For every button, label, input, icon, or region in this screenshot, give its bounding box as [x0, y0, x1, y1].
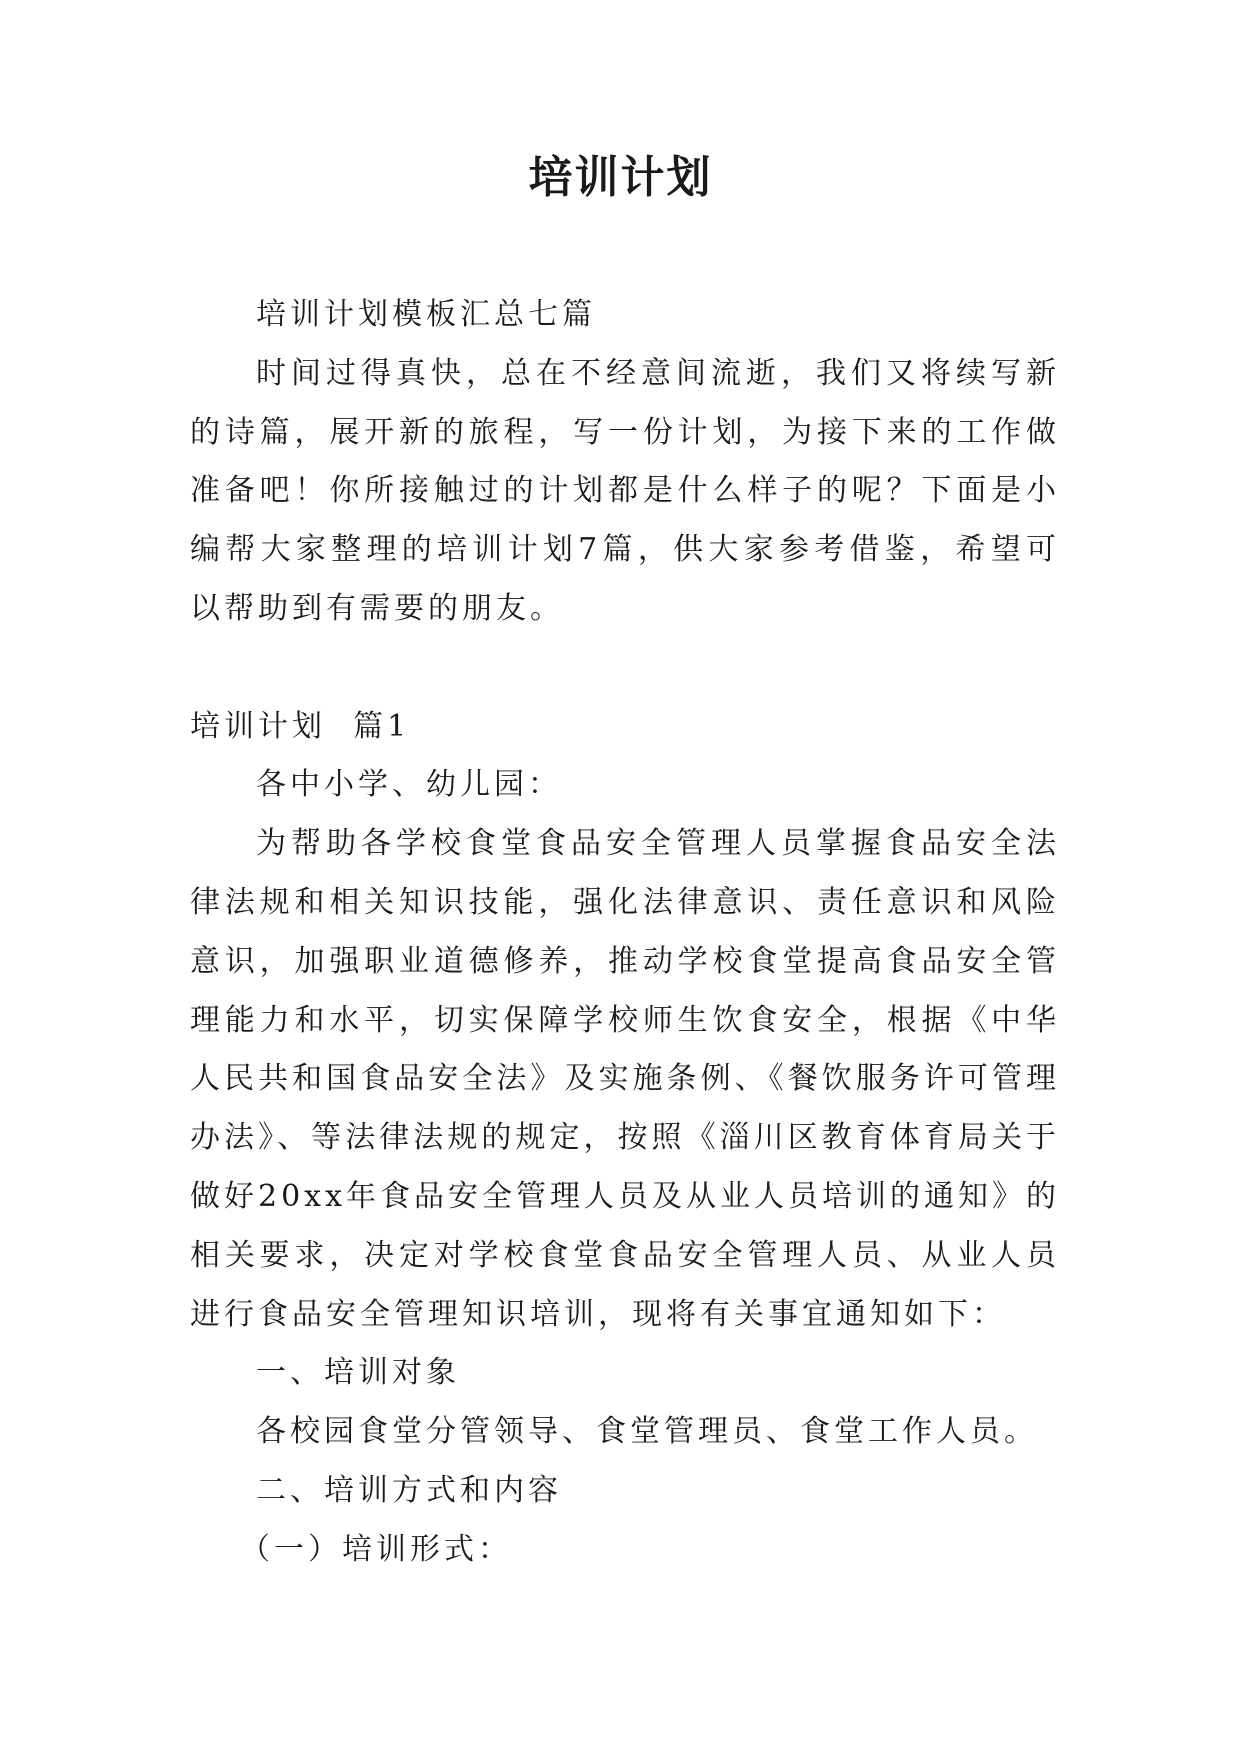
- intro-paragraph: 时间过得真快，总在不经意间流逝，我们又将续写新的诗篇，展开新的旅程，写一份计划，为接下来的工作做准备吧！你所接触过的计划都是什么样子的呢？下面是小编帮大家整理的培训计划7篇，供大家参考借鉴，希望可以帮助到有需要的朋友。: [190, 355, 1060, 626]
- salutation: 各中小学、幼儿园：: [256, 767, 562, 803]
- page-title: 培训计划: [528, 152, 713, 203]
- section-heading: 培训计划 篇1: [190, 708, 411, 744]
- paragraph-spacer: [190, 639, 1060, 698]
- item-2-sub-heading: （一）培训形式：: [240, 1531, 512, 1567]
- item-1-text: 各校园食堂分管领导、食堂管理员、食堂工作人员。: [256, 1414, 1038, 1450]
- item-2-heading: 二、培训方式和内容: [256, 1472, 562, 1508]
- document-body: [190, 286, 1060, 1580]
- item-1-heading: 一、培训对象: [256, 1355, 460, 1391]
- intro-heading: 培训计划模板汇总七篇: [256, 297, 596, 332]
- main-paragraph: 为帮助各学校食堂食品安全管理人员掌握食品安全法律法规和相关知识技能，强化法律意识、责任意识和风险意识，加强职业道德修养，推动学校食堂提高食品安全管理能力和水平，切实保障学校师生饮食安全，根据《中华人民共和国食品安全法》及实施条例、《餐饮服务许可管理办法》、等法律法规的规定，按照《淄川区教育体育局关于做好20xx年食品安全管理人员及从业人员培训的通知》的相关要求，决定对学校食堂食品安全管理人员、从业人员进行食品安全管理知识培训，现将有关事宜通知如下：: [190, 826, 1061, 1332]
